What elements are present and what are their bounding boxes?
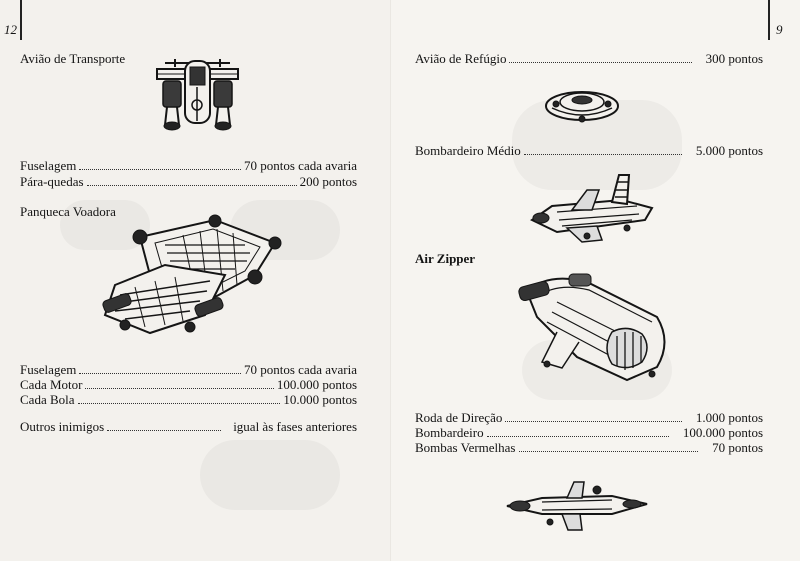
score-value: 5.000 pontos — [695, 143, 763, 158]
score-row — [20, 392, 357, 408]
small-fighter-illustration — [502, 478, 652, 533]
score-value: 200 pontos — [299, 174, 357, 189]
leader-dots — [505, 421, 681, 422]
score-label: Bombas Vermelhas — [415, 440, 516, 455]
page-number-left: 12 — [4, 22, 17, 37]
air-zipper-illustration — [517, 262, 672, 387]
leader-dots — [524, 154, 682, 155]
score-label: Cada Bola — [20, 392, 75, 407]
page-corner-rule — [20, 0, 22, 40]
bleed-through-shadow — [200, 440, 340, 510]
score-label: Fuselagem — [20, 362, 77, 377]
leader-dots — [487, 436, 669, 437]
score-label: Outros inimigos — [20, 419, 105, 434]
score-row — [415, 410, 763, 426]
right-page — [392, 0, 800, 561]
leader-dots — [79, 373, 241, 374]
transport-plane-illustration — [155, 55, 240, 133]
pancake-title: Panqueca Voadora — [20, 204, 116, 219]
score-value: 100.000 pontos — [276, 377, 357, 392]
score-value: 10.000 pontos — [283, 392, 357, 407]
leader-dots — [519, 451, 699, 452]
score-label: Fuselagem — [20, 158, 77, 173]
leader-dots — [79, 169, 241, 170]
leader-dots — [85, 388, 273, 389]
score-value: igual às fases anteriores — [233, 419, 357, 434]
left-page — [0, 0, 392, 561]
leader-dots — [78, 403, 281, 404]
score-value: 70 pontos — [712, 440, 763, 455]
leader-dots — [509, 62, 691, 63]
page-corner-rule — [768, 0, 770, 40]
transport-plane-title: Avião de Transporte — [20, 51, 126, 66]
page-number-right: 9 — [776, 22, 783, 37]
score-row — [415, 143, 763, 159]
score-row — [415, 51, 763, 67]
score-row — [415, 440, 763, 456]
score-row — [20, 158, 357, 174]
score-label: Bombardeiro — [415, 425, 484, 440]
score-row — [20, 419, 357, 435]
score-row — [20, 362, 357, 378]
score-label: Bombardeiro Médio — [415, 143, 521, 158]
score-row — [20, 377, 357, 393]
score-value: 100.000 pontos — [682, 425, 763, 440]
score-value: 300 pontos — [705, 51, 763, 66]
score-label: Cada Motor — [20, 377, 83, 392]
leader-dots — [107, 430, 221, 431]
score-value: 1.000 pontos — [695, 410, 763, 425]
flying-pancake-illustration — [95, 215, 280, 340]
score-label: Pára-quedas — [20, 174, 84, 189]
medium-bomber-illustration — [527, 170, 657, 245]
score-row — [20, 174, 357, 190]
score-label: Avião de Refúgio — [415, 51, 507, 66]
score-label: Roda de Direção — [415, 410, 503, 425]
score-row — [415, 425, 763, 441]
score-value: 70 pontos cada avaria — [244, 158, 357, 173]
leader-dots — [87, 185, 297, 186]
refuge-plane-illustration — [542, 82, 622, 126]
air-zipper-title: Air Zipper — [415, 251, 476, 266]
score-value: 70 pontos cada avaria — [244, 362, 357, 377]
